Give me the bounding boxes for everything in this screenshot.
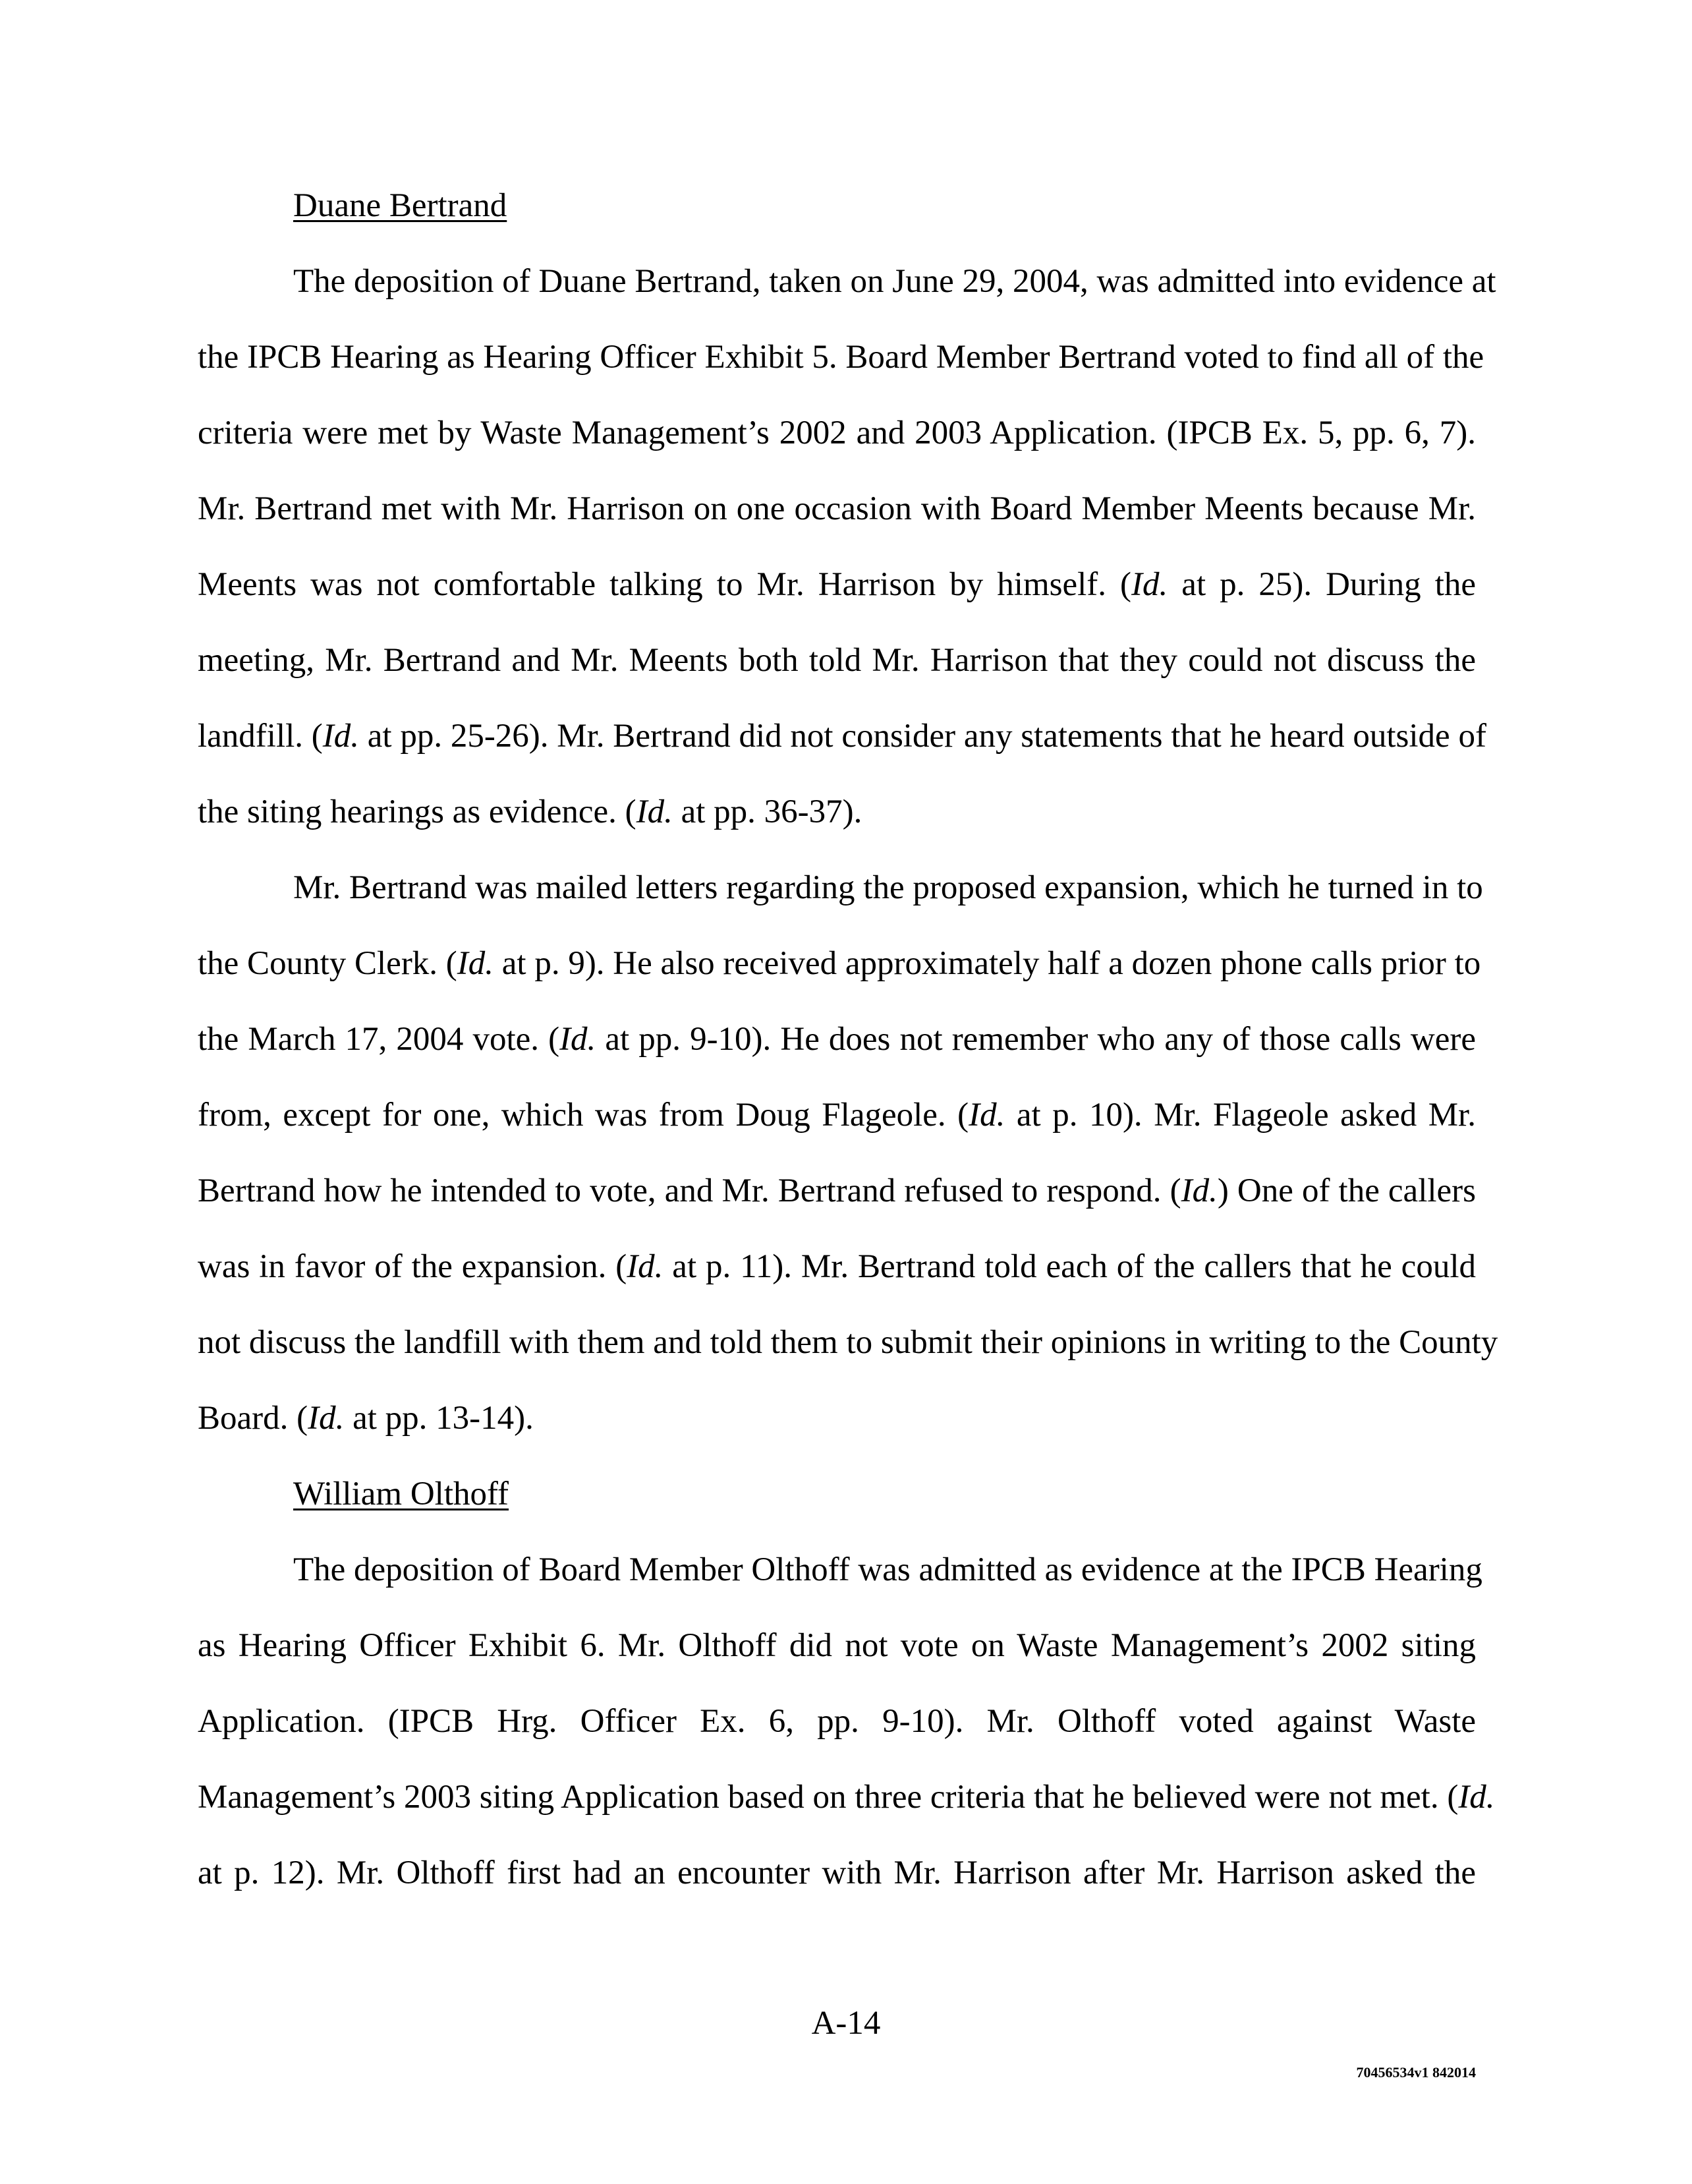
- text-line: at p. 12). Mr. Olthoff first had an encounter with Mr. Harrison after Mr. Harrison asked the: [198, 1854, 1476, 1891]
- text-line: The deposition of Duane Bertrand, taken on June 29, 2004, was admitted into evidence at: [293, 263, 1496, 300]
- text-line: the IPCB Hearing as Hearing Officer Exhibit 5. Board Member Bertrand voted to find all of the: [198, 339, 1484, 376]
- text-line: not discuss the landfill with them and told them to submit their opinions in writing to the County: [198, 1324, 1498, 1361]
- text-line: Meents was not comfortable talking to Mr. Harrison by himself. (Id. at p. 25). During the: [198, 566, 1477, 603]
- text-line: The deposition of Board Member Olthoff was admitted as evidence at the IPCB Hearing: [293, 1551, 1482, 1588]
- text-line: Mr. Bertrand met with Mr. Harrison on one occasion with Board Member Meents because Mr.: [198, 490, 1476, 527]
- text-line: from, except for one, which was from Doug Flageole. (Id. at p. 10). Mr. Flageole asked Mr.: [198, 1097, 1476, 1134]
- text-line: Mr. Bertrand was mailed letters regarding the proposed expansion, which he turned in to: [293, 869, 1483, 906]
- document-id: 70456534v1 842014: [1356, 2064, 1476, 2081]
- text-line: Bertrand how he intended to vote, and Mr. Bertrand refused to respond. (Id.) One of the callers: [198, 1172, 1477, 1209]
- text-line: Application. (IPCB Hrg. Officer Ex. 6, pp. 9-10). Mr. Olthoff voted against Waste: [198, 1703, 1476, 1740]
- text-line: landfill. (Id. at pp. 25-26). Mr. Bertrand did not consider any statements that he heard outside of: [198, 718, 1486, 755]
- text-line: Management’s 2003 siting Application based on three criteria that he believed were not met. (Id.: [198, 1779, 1495, 1816]
- text-line: the March 17, 2004 vote. (Id. at pp. 9-10). He does not remember who any of those calls were: [198, 1021, 1476, 1058]
- text-line: as Hearing Officer Exhibit 6. Mr. Olthoff did not vote on Waste Management’s 2002 siting: [198, 1627, 1476, 1664]
- section-heading-duane-bertrand: Duane Bertrand: [293, 187, 507, 224]
- text-line: the siting hearings as evidence. (Id. at pp. 36-37).: [198, 793, 862, 830]
- section-heading-william-olthoff: William Olthoff: [293, 1476, 509, 1512]
- text-line: was in favor of the expansion. (Id. at p. 11). Mr. Bertrand told each of the callers that he could: [198, 1248, 1476, 1285]
- text-line: criteria were met by Waste Management’s 2002 and 2003 Application. (IPCB Ex. 5, pp. 6, 7).: [198, 415, 1476, 451]
- page-number: A-14: [811, 2005, 881, 2042]
- text-line: meeting, Mr. Bertrand and Mr. Meents both told Mr. Harrison that they could not discuss the: [198, 642, 1476, 679]
- text-line: the County Clerk. (Id. at p. 9). He also received approximately half a dozen phone calls prior to: [198, 945, 1481, 982]
- text-line: Board. (Id. at pp. 13-14).: [198, 1400, 534, 1437]
